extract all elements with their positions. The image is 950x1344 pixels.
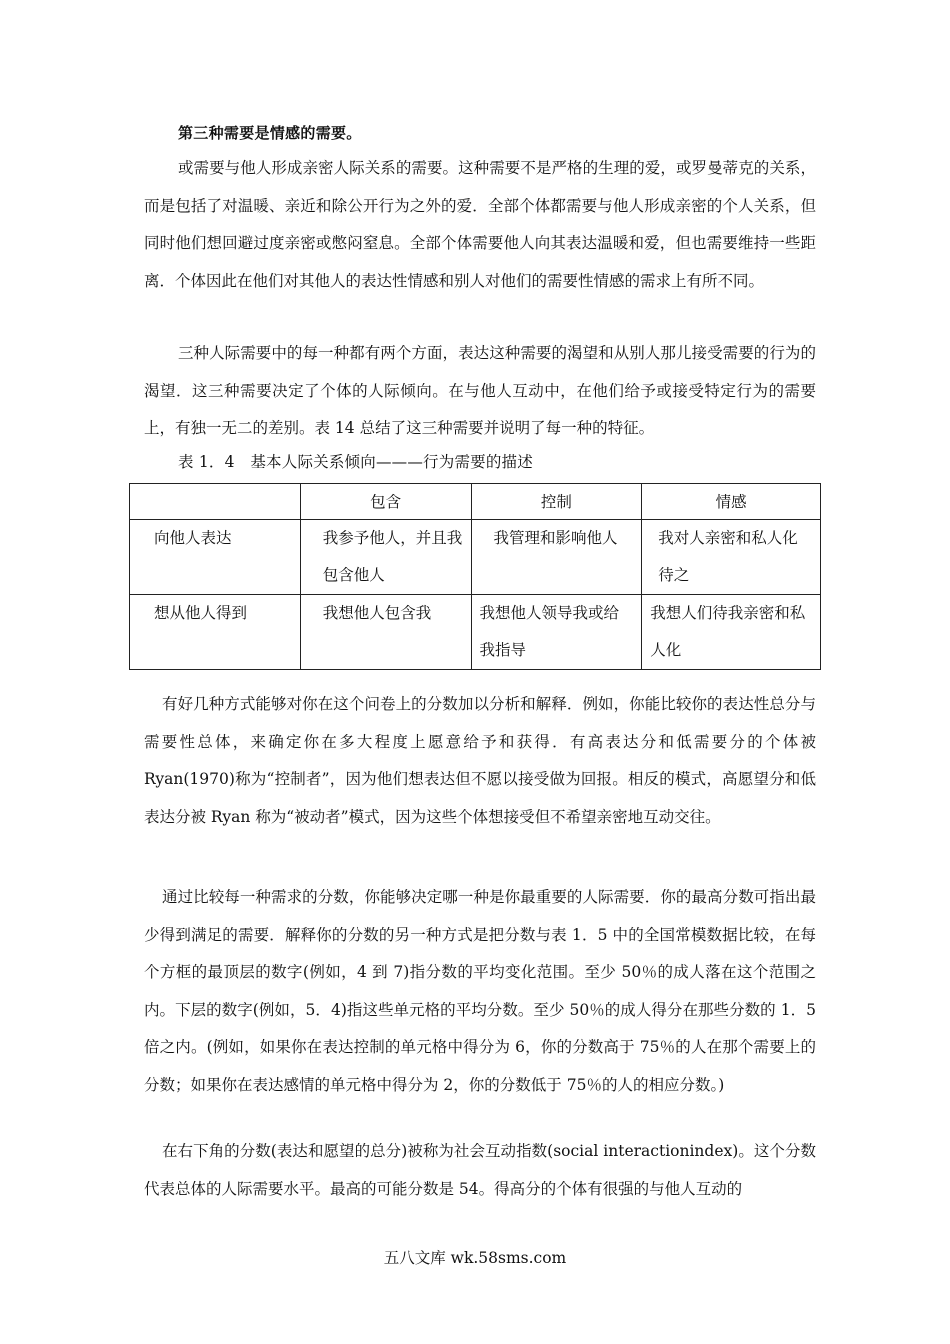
table-caption: 表 1．4 基本人际关系倾向———行为需要的描述	[178, 453, 533, 471]
page-footer: 五八文库 wk.58sms.com	[383, 1249, 567, 1267]
table-row-label: 想从他人得到	[130, 595, 301, 670]
table-cell-affection: 我对人亲密和私人化待之	[642, 520, 821, 595]
table-header-row	[130, 484, 821, 520]
table-row-label: 向他人表达	[130, 520, 301, 595]
paragraph-social-interaction-index: 在右下角的分数(表达和愿望的总分)被称为社会互动指数(social interactionindex)。这个分数代表总体的人际需要水平。最高的可能分数是 54。得高分的个体有很强的与他人互动的	[144, 1142, 816, 1198]
table-header-inclusion: 包含	[300, 484, 471, 520]
needs-table	[129, 483, 821, 670]
table-row	[130, 595, 821, 670]
table-cell-affection: 我想人们待我亲密和私人化	[642, 595, 821, 670]
paragraph-three-needs: 三种人际需要中的每一种都有两个方面，表达这种需要的渴望和从别人那儿接受需要的行为的渴望．这三种需要决定了个体的人际倾向。在与他人互动中，在他们给予或接受特定行为的需要上，有独一无二的差别。表 14 总结了这三种需要并说明了每一种的特征。	[144, 344, 816, 437]
table-row	[130, 520, 821, 595]
paragraph-score-analysis: 有好几种方式能够对你在这个问卷上的分数加以分析和解释．例如，你能比较你的表达性总分与需要性总体，来确定你在多大程度上愿意给予和获得．有高表达分和低需要分的个体被 Ryan(1970)称为“控制者”，因为他们想表达但不愿以接受做为回报。相反的模式，高愿望分和低表达分被 Ryan 称为“被动者”模式，因为这些个体想接受但不希望亲密地互动交往。	[144, 695, 816, 826]
table-cell-control: 我想他人领导我或给我指导	[471, 595, 642, 670]
paragraph-affection-need: 或需要与他人形成亲密人际关系的需要。这种需要不是严格的生理的爱，或罗曼蒂克的关系，而是包括了对温暖、亲近和除公开行为之外的爱．全部个体都需要与他人形成亲密的个人关系，但同时他们想回避过度亲密或憋闷窒息。全部个体需要他人向其表达温暖和爱，但也需要维持一些距离．个体因此在他们对其他人的表达性情感和别人对他们的需要性情感的需求上有所不同。	[144, 159, 816, 290]
table-cell-inclusion: 我参予他人，并且我包含他人	[300, 520, 471, 595]
paragraph-score-comparison: 通过比较每一种需求的分数，你能够决定哪一种是你最重要的人际需要．你的最高分数可指出最少得到满足的需要．解释你的分数的另一种方式是把分数与表 1．5 中的全国常模数据比较，在每个方框的最顶层的数字(例如，4 到 7)指分数的平均变化范围。至少 50％的成人落在这个范围之内。下层的数字(例如，5．4)指这些单元格的平均分数。至少 50％的成人得分在那些分数的 1．5 倍之内。(例如，如果你在表达控制的单元格中得分为 6，你的分数高于 75％的人在那个需要上的分数；如果你在表达感情的单元格中得分为 2，你的分数低于 75％的人的相应分数。)	[144, 888, 816, 1094]
table-header-affection: 情感	[642, 484, 821, 520]
table-header-control: 控制	[471, 484, 642, 520]
section-heading: 第三种需要是情感的需要。	[178, 124, 362, 142]
table-cell-inclusion: 我想他人包含我	[300, 595, 471, 670]
table-cell-control: 我管理和影响他人	[471, 520, 642, 595]
table-header-corner	[130, 484, 301, 520]
